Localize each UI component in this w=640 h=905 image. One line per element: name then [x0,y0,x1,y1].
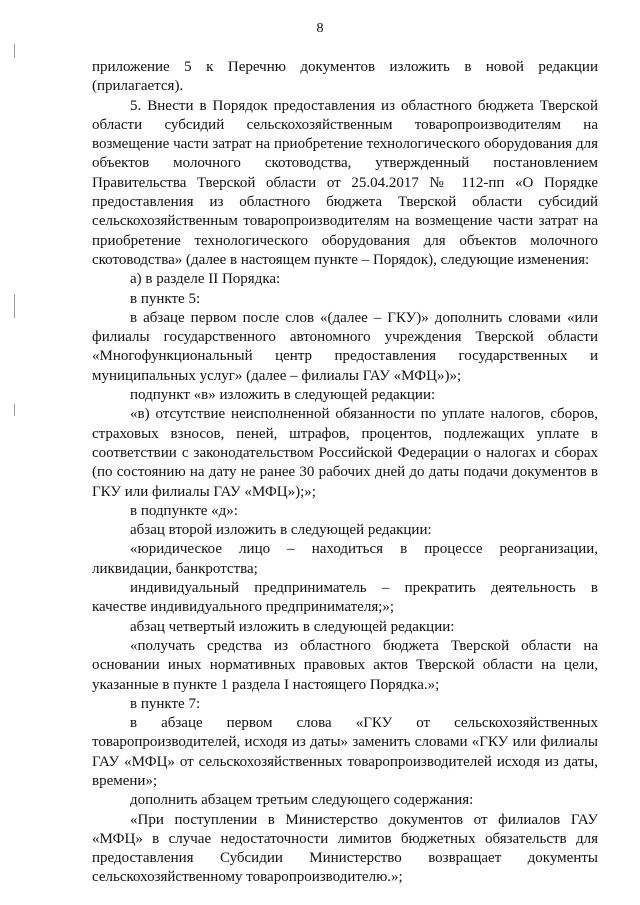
paragraph: в подпункте «д»: [130,502,238,519]
margin-mark-lower [14,404,15,416]
paragraph: приложение 5 к Перечню документов изложить в новой редакции (прилагается). [92,59,598,95]
paragraph: в абзаце первом слова «ГКУ от сельскохозяйственных товаропроизводителей, исходя из даты» заменить словами «ГКУ или филиалы ГАУ «МФЦ» от сельскохозяйственных товаропроизводителей исходя из даты, времени»; [92,715,598,789]
paragraph: абзац четвертый изложить в следующей редакции: [130,618,455,635]
page-number: 8 [316,21,324,36]
paragraph: подпункт «в» изложить в следующей редакции: [130,387,436,404]
paragraph: в пункте 5: [130,290,201,307]
paragraph: «получать средства из областного бюджета Тверской области на основании иных нормативных правовых актов Тверской области на цели, указанные в пункте 1 раздела I настоящего Порядка.»; [92,637,598,693]
paragraph: «юридическое лицо – находиться в процессе реорганизации, ликвидации, банкротства; [92,541,598,577]
paragraph: индивидуальный предприниматель – прекратить деятельность в качестве индивидуального предпринимателя;»; [92,580,598,616]
margin-mark-top [14,44,15,58]
paragraph: «При поступлении в Министерство документов от филиалов ГАУ «МФЦ» в случае недостаточности лимитов бюджетных обязательств для предоставления Субсидии Министерство возвращает документы сельскохозяйственному товаропроизводителю.»; [92,811,598,886]
paragraph: дополнить абзацем третьим следующего содержания: [130,792,474,809]
paragraph: а) в разделе II Порядка: [130,271,281,288]
paragraph: абзац второй изложить в следующей редакции: [130,522,432,539]
paragraph: «в) отсутствие неисполненной обязанности по уплате налогов, сборов, страховых взносов, пеней, штрафов, процентов, подлежащих уплате в соответствии с законодательством Российской Федерации о налогах и сборах (по состоянию на дату не ранее 30 рабочих дней до даты подачи документов в ГКУ или филиалы ГАУ «МФЦ»);»; [92,406,598,500]
paragraph: 5. Внести в Порядок предоставления из областного бюджета Тверской области субсидий сельскохозяйственным товаропроизводителям на возмещение части затрат на приобретение технологического оборудования для объектов молочного скотоводства, утвержденный постановлением Правительства Тверской области от 25.04.2017 № 112-пп «О Порядке предоставления из областного бюджета Тверской области субсидий сельскохозяйственным товаропроизводителям на возмещение части затрат на приобретение технологического оборудования для объектов молочного скотоводства» (далее в настоящем пункте – Порядок), следующие изменения: [92,97,598,268]
paragraph: в абзаце первом после слов «(далее – ГКУ)» дополнить словами «или филиалы государственного автономного учреждения Тверской области «Многофункциональный центр предоставления государственных и муниципальных услуг» (далее – филиалы ГАУ «МФЦ»)»; [92,309,598,384]
margin-mark-middle [14,294,15,318]
document-body [92,58,598,888]
paragraph: в пункте 7: [130,695,201,712]
